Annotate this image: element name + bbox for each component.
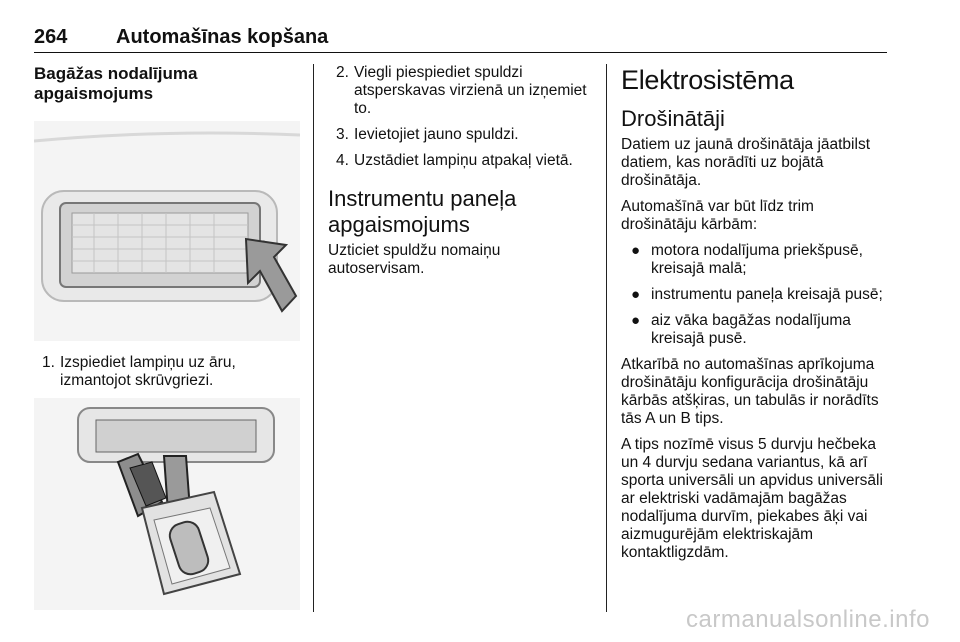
list-item: ● instrumentu paneļa kreisajā pusē; xyxy=(631,286,883,303)
list-item: 4. Uzstādiet lampiņu atpakaļ vietā. xyxy=(336,152,573,169)
column-middle xyxy=(328,64,594,278)
bullet-dot-icon: ● xyxy=(631,286,641,303)
paragraph: Uzticiet spuldžu nomaiņu autoservisam. xyxy=(328,242,501,277)
paragraph: Atkarībā no automašīnas aprīkojuma drošinātāju konfigurācija drošinātāju kārbās atšķiras, un tabulās ir norādīts tās A un B tips. xyxy=(621,356,879,427)
fuse-box-list xyxy=(621,242,891,348)
bullet-dot-icon: ● xyxy=(631,312,641,329)
figure-bulb-removal xyxy=(34,398,300,610)
section-heading-trunk-light: Bagāžas nodalījuma apgaismojums xyxy=(34,64,198,103)
bullet-dot-icon: ● xyxy=(631,242,641,259)
paragraph: Automašīnā var būt līdz trim drošinātāju kārbām: xyxy=(621,198,814,233)
column-divider xyxy=(313,64,314,612)
watermark: carmanualsonline.info xyxy=(686,606,930,633)
steps-list xyxy=(34,354,300,390)
page-title: Automašīnas kopšana xyxy=(116,26,329,48)
list-item: 2. Viegli piespiediet spuldzi atsperskavas virzienā un izņemiet to. xyxy=(336,64,587,117)
list-item: ● aiz vāka bagāžas nodalījuma kreisajā pusē. xyxy=(631,312,851,347)
paragraph: A tips nozīmē visus 5 durvju hečbeka un 4 durvju sedana variantus, kā arī sporta universāli un apvidus universāli ar elektriski vadāmajām bagāžas nodalījuma durvīm, piekabes āķi vai aizmugurējām elektriskajām kontaktligzdām. xyxy=(621,436,883,561)
column-right xyxy=(621,64,891,562)
section-heading-electrical: Elektrosistēma xyxy=(621,65,794,95)
column-left xyxy=(34,64,300,610)
steps-list xyxy=(328,64,594,170)
figure-trunk-lamp-removal xyxy=(34,121,300,341)
subsection-heading-fuses: Drošinātāji xyxy=(621,106,725,131)
column-divider xyxy=(606,64,607,612)
list-item: 3. Ievietojiet jauno spuldzi. xyxy=(336,126,519,143)
list-item: ● motora nodalījuma priekšpusē, kreisajā malā; xyxy=(631,242,863,277)
paragraph: Datiem uz jaunā drošinātāja jāatbilst datiem, kas norādīti uz bojātā drošinātāja. xyxy=(621,136,870,189)
page-number: 264 xyxy=(34,26,68,48)
section-heading-instrument-panel: Instrumentu paneļa apgaismojums xyxy=(328,186,517,237)
list-item: 1. Izspiediet lampiņu uz āru, izmantojot skrūvgriezi. xyxy=(42,354,236,389)
page-header xyxy=(34,26,887,53)
